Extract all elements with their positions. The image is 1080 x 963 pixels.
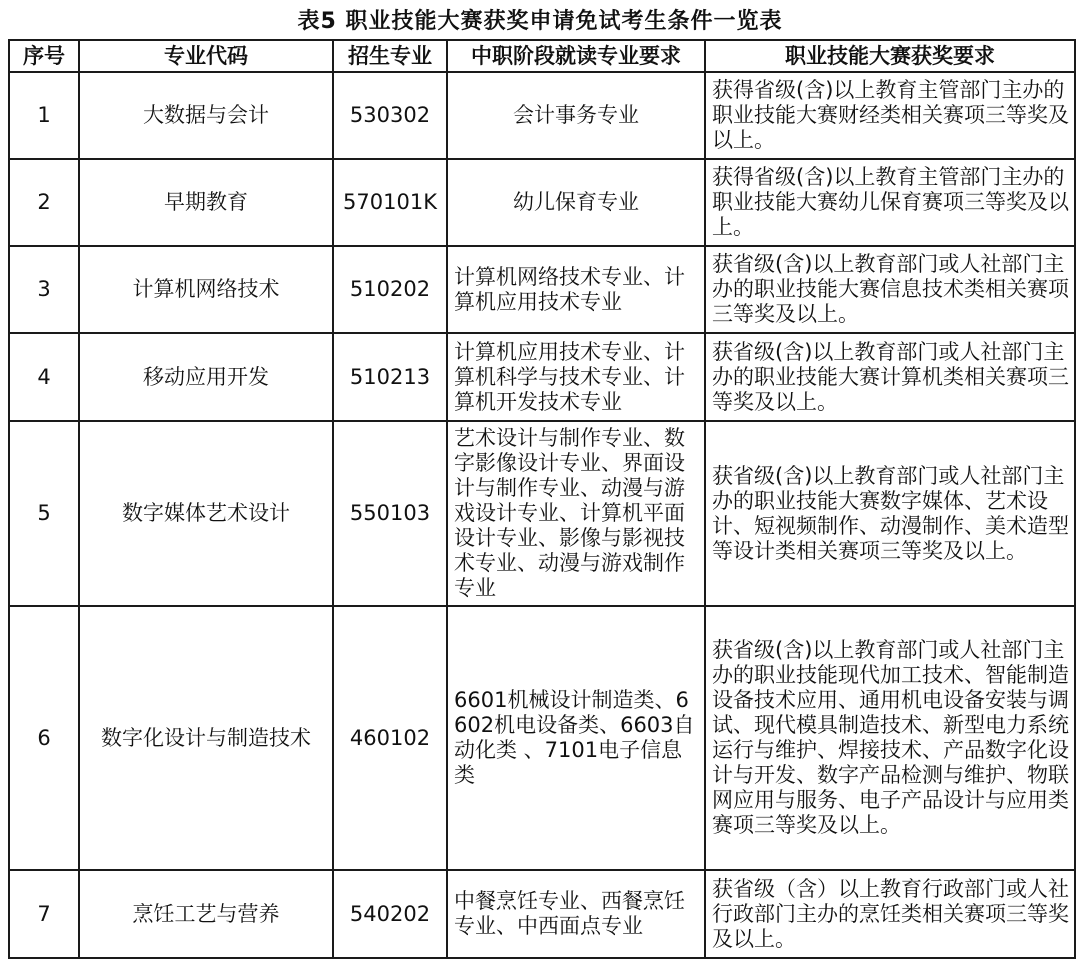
award-cell: 获省级(含)以上教育部门或人社部门主办的职业技能大赛信息技术类相关赛项三等奖及以上。 <box>705 246 1075 333</box>
requirement-cell: 计算机网络技术专业、计算机应用技术专业 <box>447 246 705 333</box>
header-requirement: 中职阶段就读专业要求 <box>447 40 705 72</box>
header-row <box>9 40 1075 72</box>
code-cell: 移动应用开发 <box>79 333 333 421</box>
row-number: 4 <box>9 333 79 421</box>
requirement-cell: 中餐烹饪专业、西餐烹饪专业、中西面点专业 <box>447 870 705 958</box>
table-row <box>9 870 1075 958</box>
header-code: 专业代码 <box>79 40 333 72</box>
award-cell: 获得省级(含)以上教育主管部门主办的职业技能大赛财经类相关赛项三等奖及以上。 <box>705 72 1075 159</box>
code-cell: 大数据与会计 <box>79 72 333 159</box>
row-number: 5 <box>9 421 79 606</box>
table-row <box>9 72 1075 159</box>
requirement-cell: 计算机应用技术专业、计算机科学与技术专业、计算机开发技术专业 <box>447 333 705 421</box>
code-cell: 数字媒体艺术设计 <box>79 421 333 606</box>
header-major: 招生专业 <box>333 40 447 72</box>
requirement-cell: 会计事务专业 <box>447 72 705 159</box>
major-cell: 570101K <box>333 159 447 246</box>
table-row <box>9 159 1075 246</box>
code-cell: 烹饪工艺与营养 <box>79 870 333 958</box>
major-cell: 530302 <box>333 72 447 159</box>
requirement-cell: 艺术设计与制作专业、数字影像设计专业、界面设计与制作专业、动漫与游戏设计专业、计算机平面设计专业、影像与影视技术专业、动漫与游戏制作专业 <box>447 421 705 606</box>
row-number: 7 <box>9 870 79 958</box>
code-cell: 数字化设计与制造技术 <box>79 606 333 870</box>
header-award: 职业技能大赛获奖要求 <box>705 40 1075 72</box>
table-title: 表5 职业技能大赛获奖申请免试考生条件一览表 <box>297 9 783 34</box>
row-number: 3 <box>9 246 79 333</box>
table-row <box>9 421 1075 606</box>
table-row <box>9 333 1075 421</box>
requirement-cell: 6601机械设计制造类、6602机电设备类、6603自动化类 、7101电子信息类 <box>447 606 705 870</box>
award-cell: 获省级(含)以上教育部门或人社部门主办的职业技能现代加工技术、智能制造设备技术应用、通用机电设备安装与调试、现代模具制造技术、新型电力系统运行与维护、焊接技术、产品数字化设计与开发、数字产品检测与维护、物联网应用与服务、电子产品设计与应用类赛项三等奖及以上。 <box>705 606 1075 870</box>
table-row <box>9 606 1075 870</box>
requirement-cell: 幼儿保育专业 <box>447 159 705 246</box>
major-cell: 510202 <box>333 246 447 333</box>
major-cell: 510213 <box>333 333 447 421</box>
row-number: 1 <box>9 72 79 159</box>
major-cell: 460102 <box>333 606 447 870</box>
award-cell: 获得省级(含)以上教育主管部门主办的职业技能大赛幼儿保育赛项三等奖及以上。 <box>705 159 1075 246</box>
code-cell: 计算机网络技术 <box>79 246 333 333</box>
row-number: 6 <box>9 606 79 870</box>
admission-table <box>8 39 1076 959</box>
row-number: 2 <box>9 159 79 246</box>
table-row <box>9 246 1075 333</box>
award-cell: 获省级(含)以上教育部门或人社部门主办的职业技能大赛计算机类相关赛项三等奖及以上。 <box>705 333 1075 421</box>
major-cell: 550103 <box>333 421 447 606</box>
code-cell: 早期教育 <box>79 159 333 246</box>
major-cell: 540202 <box>333 870 447 958</box>
award-cell: 获省级(含)以上教育部门或人社部门主办的职业技能大赛数字媒体、艺术设计、短视频制作、动漫制作、美术造型等设计类相关赛项三等奖及以上。 <box>705 421 1075 606</box>
header-no: 序号 <box>9 40 79 72</box>
award-cell: 获省级（含）以上教育行政部门或人社行政部门主办的烹饪类相关赛项三等奖及以上。 <box>705 870 1075 958</box>
